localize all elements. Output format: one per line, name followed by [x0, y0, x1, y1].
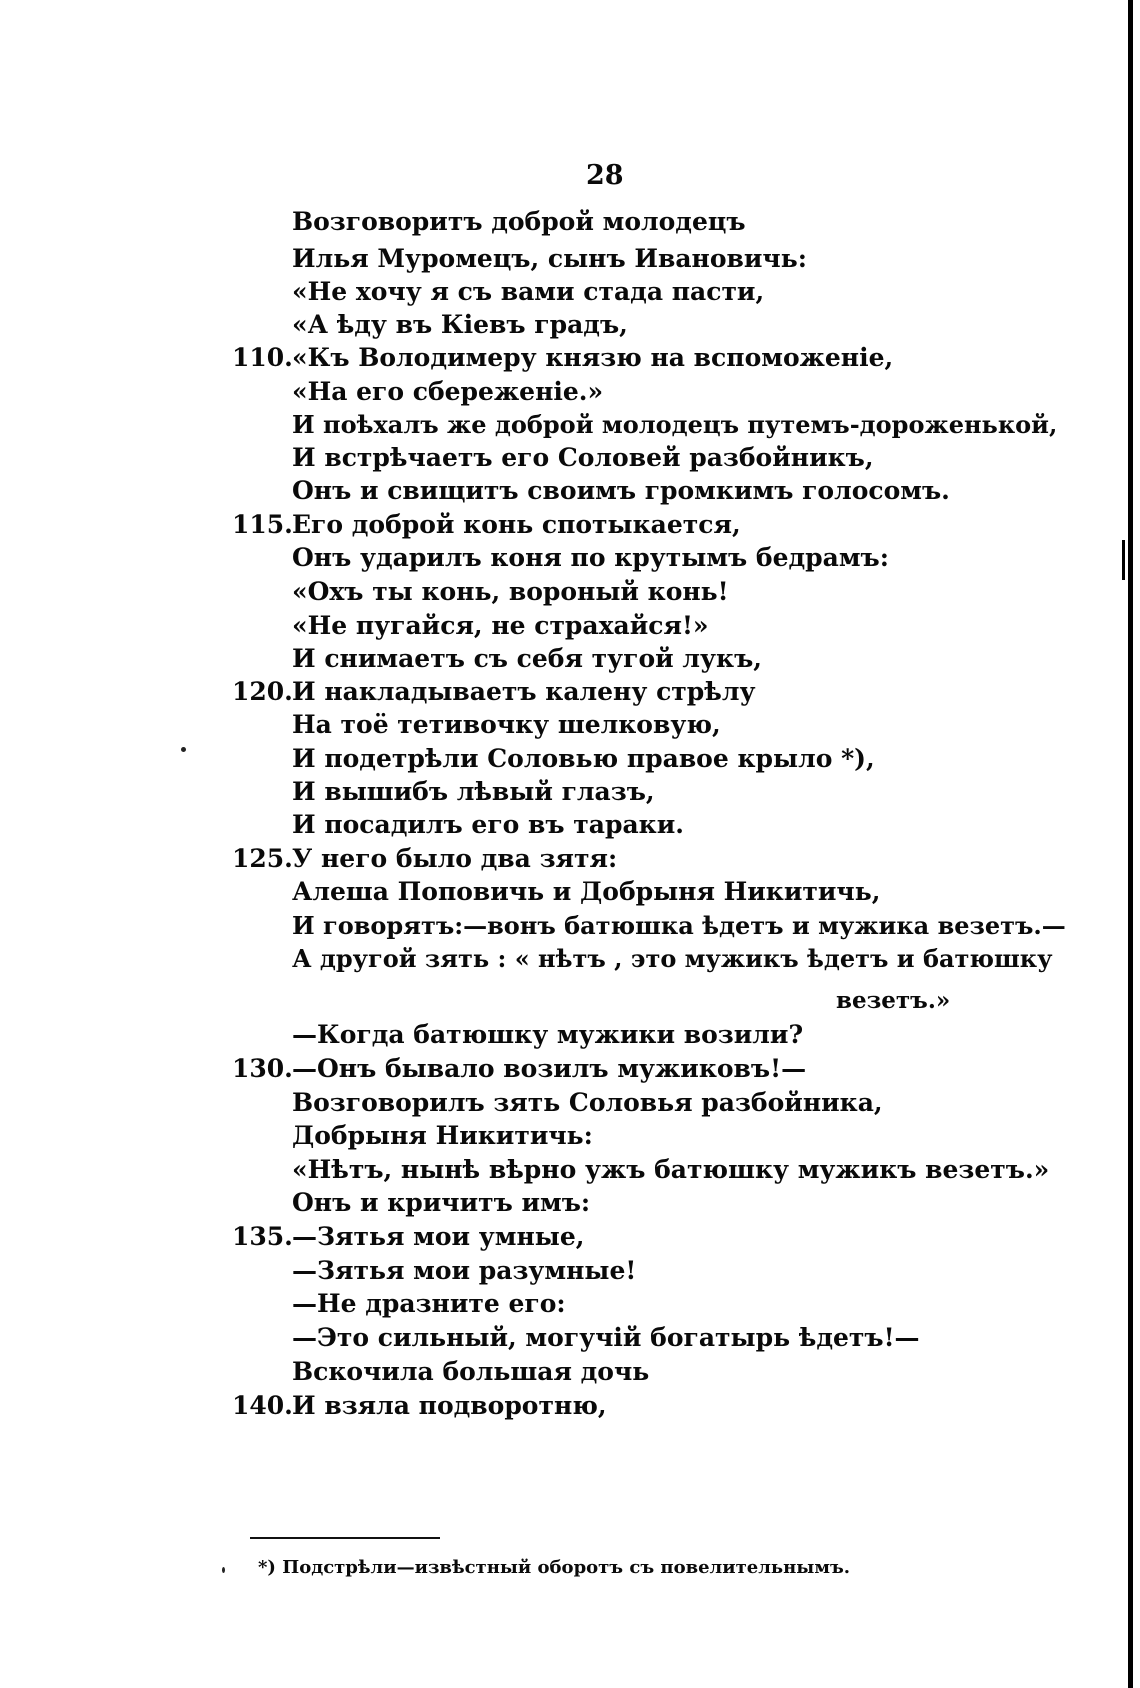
line-continuation: везетъ.»	[836, 987, 951, 1014]
line-number: 140.	[232, 1391, 293, 1420]
line-text: И говорятъ:—вонъ батюшка ѣдетъ и мужика везетъ.—	[292, 911, 1066, 940]
line-text: У него было два зятя:	[292, 844, 618, 873]
line-text: Алеша Поповичь и Добрыня Никитичь,	[292, 877, 881, 906]
page-edge-mark	[1122, 540, 1125, 580]
line-number: 125.	[232, 844, 293, 873]
line-text: «Охъ ты конь, вороный конь!	[292, 577, 729, 606]
line-number: 130.	[232, 1054, 293, 1083]
line-text: Добрыня Никитичь:	[292, 1121, 593, 1150]
line-text: И взяла подворотню,	[292, 1391, 607, 1420]
line-text: «Къ Володимеру князю на вспоможеніе,	[292, 343, 894, 372]
line-text: «Нѣтъ, нынѣ вѣрно ужъ батюшку мужикъ везетъ.»	[292, 1155, 1050, 1184]
line-text: «Не пугайся, не страхайся!»	[292, 611, 709, 640]
page-edge-shadow	[1128, 0, 1133, 1688]
line-text: «На его сбереженіе.»	[292, 377, 604, 406]
line-text: И посадилъ его въ тараки.	[292, 810, 684, 839]
line-number: 135.	[232, 1222, 293, 1251]
line-text: —Онъ бывало возилъ мужиковъ!—	[292, 1054, 807, 1083]
line-text: Онъ ударилъ коня по крутымъ бедрамъ:	[292, 543, 889, 572]
footnote-divider	[250, 1537, 440, 1539]
line-text: Онъ и кричитъ имъ:	[292, 1188, 591, 1217]
line-text: Возговоритъ доброй молодецъ	[292, 207, 746, 236]
line-number: 110.	[232, 343, 293, 372]
line-text: На тоё тетивочку шелковую,	[292, 710, 721, 739]
line-text: И снимаетъ съ себя тугой лукъ,	[292, 644, 762, 673]
line-text: —Когда батюшку мужики возили?	[292, 1020, 804, 1049]
line-text: И подетрѣли Соловью правое крыло *),	[292, 744, 875, 773]
line-text: «А ѣду въ Кіевъ градъ,	[292, 310, 628, 339]
scan-speck	[181, 747, 186, 752]
line-text: —Зятья мои умные,	[292, 1222, 585, 1251]
line-number: 120.	[232, 677, 293, 706]
line-text: Онъ и свищитъ своимъ громкимъ голосомъ.	[292, 476, 950, 505]
page-number: 28	[586, 160, 624, 191]
line-text: Илья Муромецъ, сынъ Ивановичь:	[292, 244, 807, 273]
footnote: *) Подстрѣли—извѣстный оборотъ съ повелительнымъ.	[258, 1557, 851, 1578]
line-text: А другой зять : « нѣтъ , это мужикъ ѣдетъ и батюшку	[292, 944, 1053, 973]
scan-speck	[222, 1567, 225, 1573]
line-text: Его доброй конь спотыкается,	[292, 510, 741, 539]
line-number: 115.	[232, 510, 293, 539]
line-text: И накладываетъ калену стрѣлу	[292, 677, 756, 706]
line-text: —Зятья мои разумные!	[292, 1256, 637, 1285]
line-text: И вышибъ лѣвый глазъ,	[292, 777, 655, 806]
line-text: Вскочила большая дочь	[292, 1357, 650, 1386]
line-text: —Это сильный, могучій богатырь ѣдетъ!—	[292, 1323, 920, 1352]
line-text: Возговорилъ зять Соловья разбойника,	[292, 1088, 883, 1117]
line-text: —Не дразните его:	[292, 1289, 566, 1318]
line-text: И встрѣчаетъ его Соловей разбойникъ,	[292, 443, 874, 472]
line-text: «Не хочу я съ вами стада пасти,	[292, 277, 765, 306]
line-text: И поѣхалъ же доброй молодецъ путемъ-дороженькой,	[292, 410, 1058, 439]
